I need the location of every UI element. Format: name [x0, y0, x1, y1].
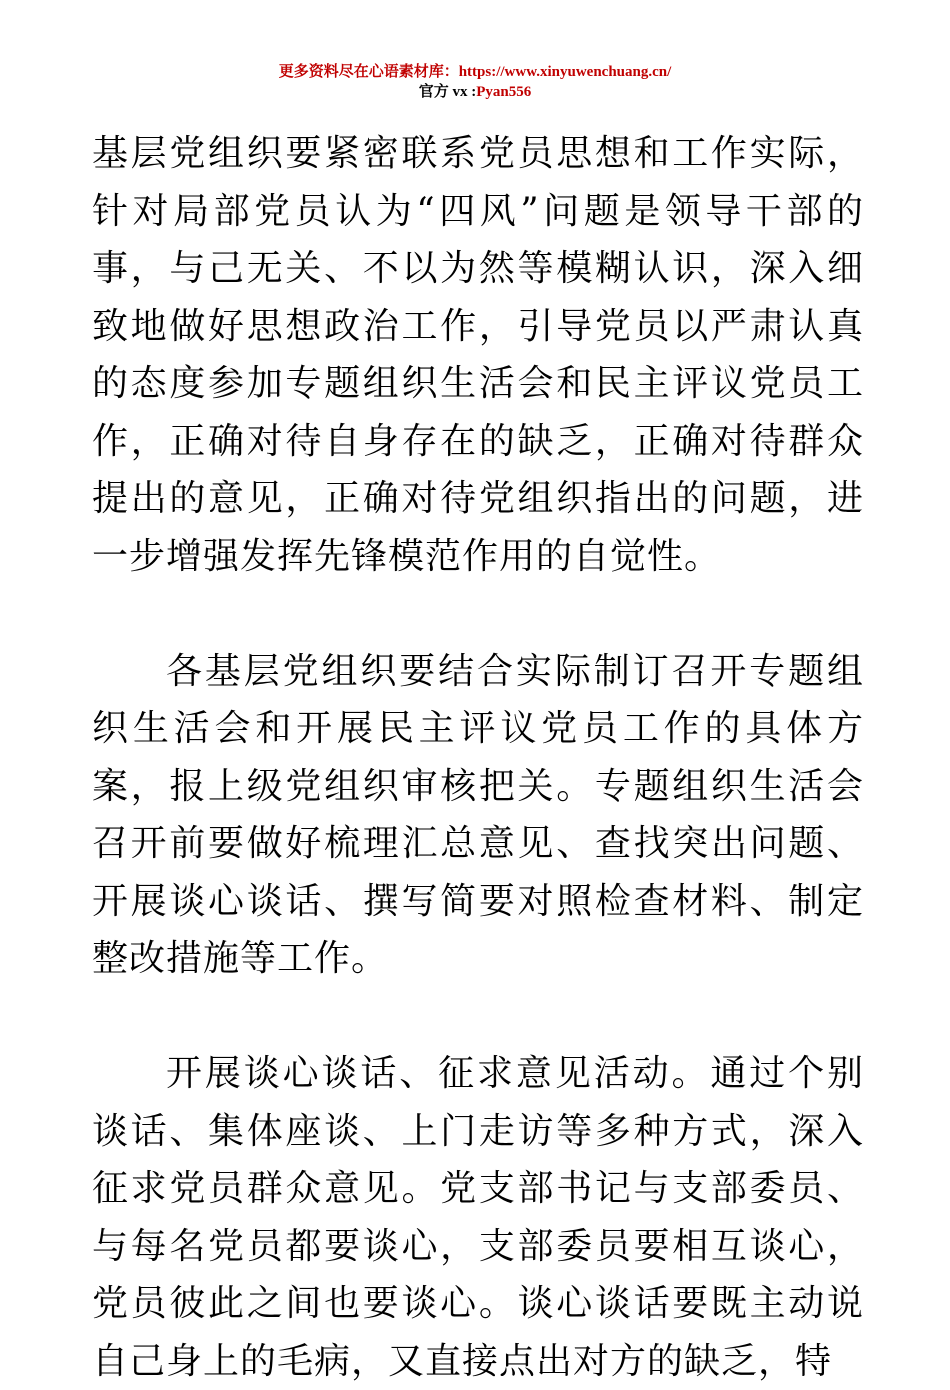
header-contact-label: 官方 vx :	[418, 84, 477, 100]
paragraph-2: 各基层党组织要结合实际制订召开专题组织生活会和开展民主评议党员工作的具体方案，报上级党组织审核把关。专题组织生活会召开前要做好梳理汇总意见、查找突出问题、开展谈心谈话、撰写简要对照检查材料、制定整改措施等工作。	[92, 650, 864, 979]
document-body	[92, 125, 864, 1390]
paragraph-3: 开展谈心谈话、征求意见活动。通过个别谈话、集体座谈、上门走访等多种方式，深入征求党员群众意见。党支部书记与支部委员、与每名党员都要谈心，支部委员要相互谈心，党员彼此之间也要谈心。谈心谈话要既主动说自己身上的毛病，又直接点出对方的缺乏，特	[92, 1053, 864, 1382]
paragraph-1: 基层党组织要紧密联系党员思想和工作实际，针对局部党员认为“四风”问题是领导干部的事，与己无关、不以为然等模糊认识，深入细致地做好思想政治工作，引导党员以严肃认真的态度参加专题组织生活会和民主评议党员工作，正确对待自身存在的缺乏，正确对待群众提出的意见，正确对待党组织指出的问题，进一步增强发挥先锋模范作用的自觉性。	[92, 133, 864, 577]
header-resource-link: 更多资料尽在心语素材库：https://www.xinyuwenchuang.cn/	[278, 64, 672, 80]
header-contact	[0, 82, 950, 102]
page-header	[0, 62, 950, 102]
header-contact-id: Pyan556	[476, 84, 532, 100]
